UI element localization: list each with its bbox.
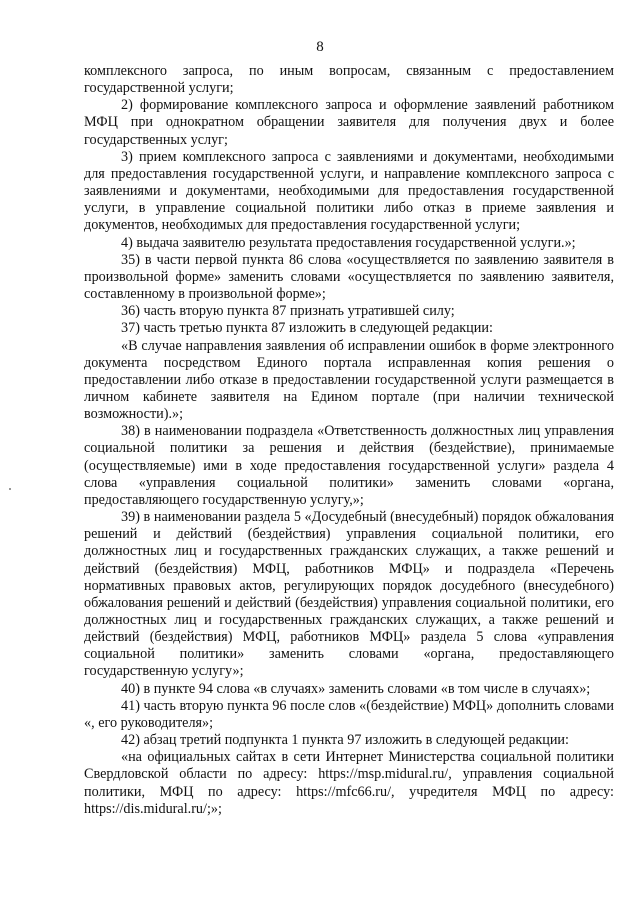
scan-speck <box>9 488 11 490</box>
paragraph-continuation: комплексного запроса, по иным вопросам, связанным с предоставлением государственной услуги; <box>84 63 614 97</box>
paragraph-item-37: 37) часть третью пункта 87 изложить в следующей редакции: <box>121 320 493 337</box>
paragraph-item-3: 3) прием комплексного запроса с заявлениями и документами, необходимыми для предоставления государственной услуги, и направление комплексного запроса с заявлениями и документами, необходимыми для предоставления государственной услуги, в управление социальной политики либо отказ в приеме заявления и документов, необходимых для предоставления государственной услуги; <box>84 148 614 234</box>
paragraph-quote-37: «В случае направления заявления об исправлении ошибок в форме электронного документа посредством Единого портала исправленная копия решения о предоставлении либо отказе в предоставлении государственной услуги размещается в личном кабинете заявителя на Едином портале (при наличии технической возможности).»; <box>84 337 614 423</box>
paragraph-item-38: 38) в наименовании подраздела «Ответственность должностных лиц управления социальной политики за решения и действия (бездействие), принимаемые (осуществляемые) ими в ходе предоставления государственной услуги» раздела 4 слова «управления социальной политики» заменить словами «органа, предоставляющего государственную услугу,»; <box>84 423 614 508</box>
paragraph-item-36: 36) часть вторую пункта 87 признать утратившей силу; <box>121 303 455 320</box>
paragraph-item-39: 39) в наименовании раздела 5 «Досудебный (внесудебный) порядок обжалования решений и действий (бездействия) управления социальной политики, его должностных лиц и государственных гражданских служащих, а также решений и действий (бездействия) МФЦ, работников МФЦ» и подраздела «Перечень нормативных правовых актов, регулирующих порядок досудебного (внесудебного) обжалования решений и действий (бездействия) управления социальной политики, его должностных лиц и государственных гражданских служащих, а также решений и действий (бездействия) МФЦ, работников МФЦ» раздела 5 слова «управления социальной политики» заменить словами «органа, предоставляющего государственную услугу»; <box>84 509 614 680</box>
page-number: 8 <box>316 39 324 55</box>
paragraph-item-42: 42) абзац третий подпункта 1 пункта 97 изложить в следующей редакции: <box>121 732 569 749</box>
paragraph-item-41: 41) часть вторую пункта 96 после слов «(бездействие) МФЦ» дополнить словами «, его руководителя»; <box>84 697 614 731</box>
paragraph-item-40: 40) в пункте 94 слова «в случаях» заменить словами «в том числе в случаях»; <box>121 680 591 697</box>
paragraph-item-35: 35) в части первой пункта 86 слова «осуществляется по заявлению заявителя в произвольной форме» заменить словами «осуществляется по заявлению заявителя, составленному в произвольной форме»; <box>84 251 614 303</box>
document-body <box>84 63 614 818</box>
paragraph-item-4: 4) выдача заявителю результата предоставления государственной услуги.»; <box>121 234 576 251</box>
paragraph-quote-42: «на официальных сайтах в сети Интернет Министерства социальной политики Свердловской области по адресу: https://msp.midural.ru/, управления социальной политики, МФЦ по адресу: https://mfc66.ru/, учредителя МФЦ по адресу: https://dis.midural.ru/;»; <box>84 749 614 817</box>
paragraph-item-2: 2) формирование комплексного запроса и оформление заявлений работником МФЦ при однократном обращении заявителя для получения двух и более государственных услуг; <box>84 97 614 148</box>
